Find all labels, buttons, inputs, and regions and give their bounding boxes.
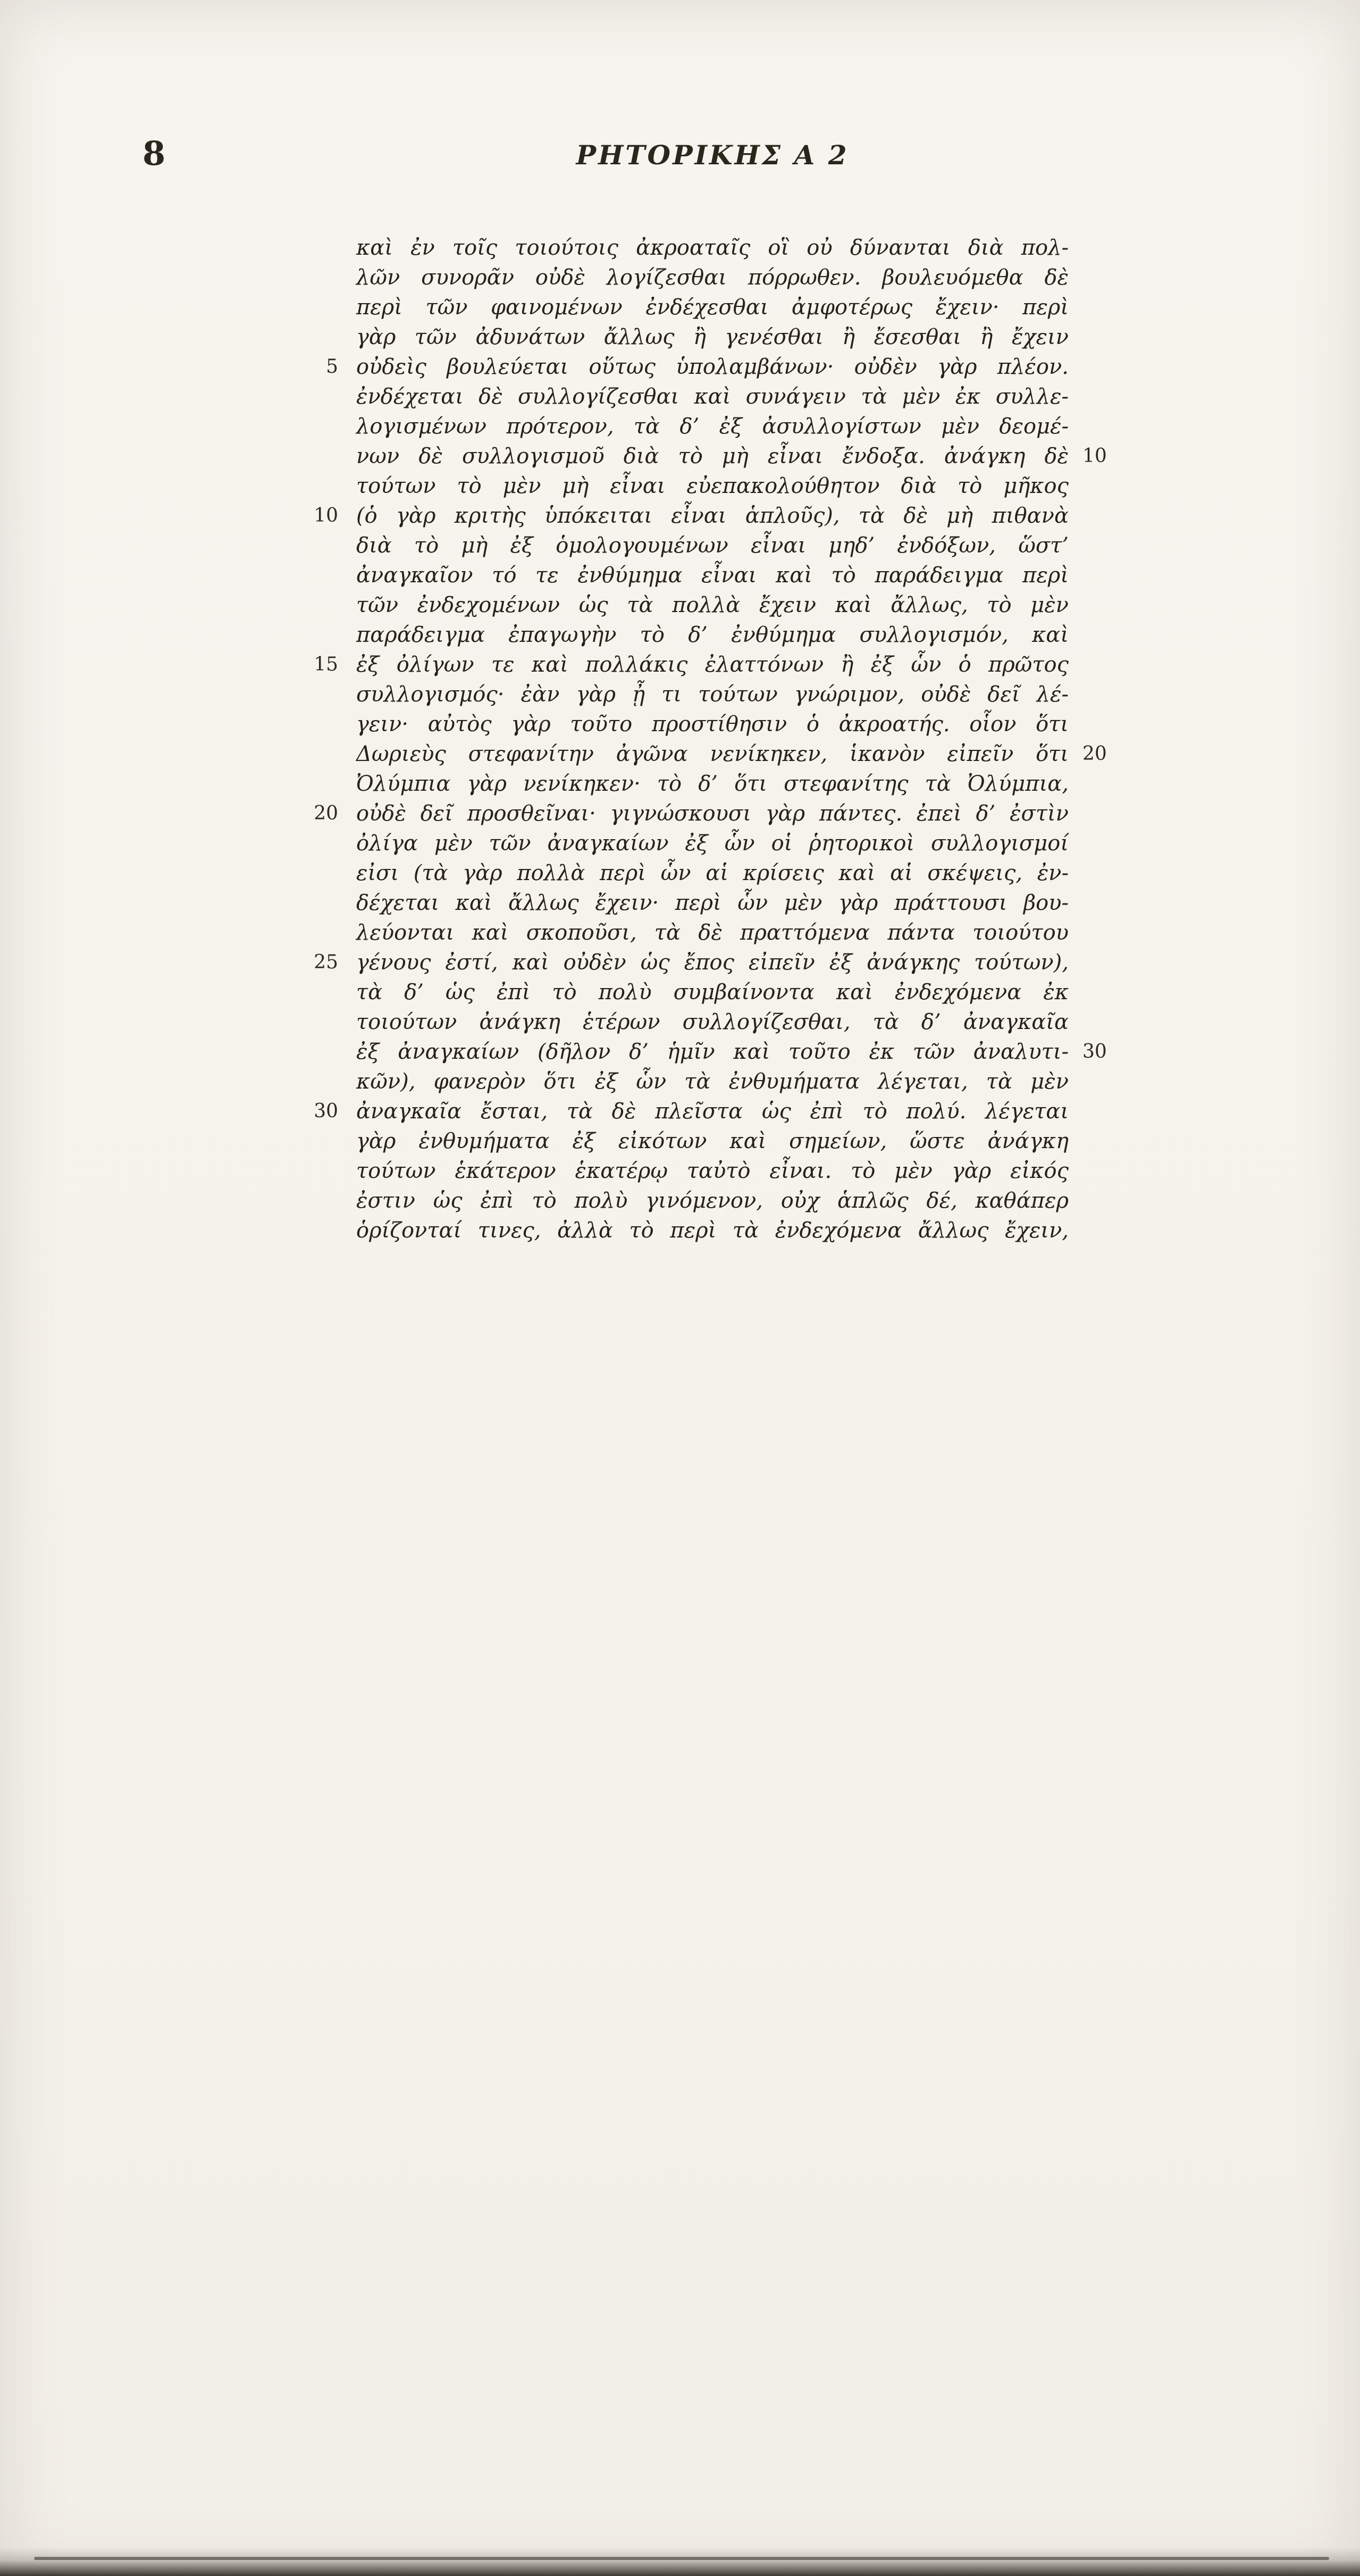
line-text: δέχεται καὶ ἄλλως ἔχειν· περὶ ὧν μὲν γὰρ πράττουσι βου- bbox=[356, 891, 1069, 915]
line-text: ἀναγκαῖον τό τε ἐνθύμημα εἶναι καὶ τὸ παράδειγμα περὶ bbox=[356, 563, 1069, 588]
text-line bbox=[356, 382, 1069, 412]
right-line-number: 20 bbox=[1082, 743, 1107, 765]
line-text: Δωριεὺς στεφανίτην ἀγῶνα νενίκηκεν, ἱκανὸν εἰπεῖν ὅτι bbox=[356, 742, 1069, 766]
line-text: λῶν συνορᾶν οὐδὲ λογίζεσθαι πόρρωθεν. βουλευόμεθα δὲ bbox=[356, 265, 1069, 290]
line-text: ἀναγκαῖα ἔσται, τὰ δὲ πλεῖστα ὡς ἐπὶ τὸ πολύ. λέγεται bbox=[356, 1099, 1069, 1124]
right-line-number: 10 bbox=[1082, 445, 1107, 467]
line-text: τῶν ἐνδεχομένων ὡς τὰ πολλὰ ἔχειν καὶ ἄλλως, τὸ μὲν bbox=[356, 593, 1069, 617]
text-line bbox=[314, 1097, 1069, 1126]
text-line bbox=[356, 1186, 1069, 1216]
text-line bbox=[314, 948, 1069, 977]
text-line bbox=[356, 1126, 1069, 1156]
line-text: γένους ἐστί, καὶ οὐδὲν ὡς ἔπος εἰπεῖν ἐξ ἀνάγκης τούτων), bbox=[356, 950, 1069, 975]
text-line bbox=[356, 709, 1069, 739]
text-line bbox=[356, 441, 1107, 471]
text-line bbox=[356, 1216, 1069, 1245]
text-line bbox=[356, 322, 1069, 352]
line-text: ἐστιν ὡς ἐπὶ τὸ πολὺ γινόμενον, οὐχ ἁπλῶς δέ, καθάπερ bbox=[356, 1189, 1069, 1213]
left-line-number: 5 bbox=[326, 356, 338, 378]
text-line bbox=[356, 829, 1069, 858]
text-line bbox=[314, 799, 1069, 829]
page-number: 8 bbox=[142, 134, 166, 173]
text-line bbox=[356, 263, 1069, 292]
text-line bbox=[356, 1007, 1069, 1037]
left-line-number: 15 bbox=[314, 654, 338, 675]
line-text: λεύονται καὶ σκοποῦσι, τὰ δὲ πραττόμενα πάντα τοιούτου bbox=[356, 921, 1069, 945]
text-line bbox=[356, 977, 1069, 1007]
text-line bbox=[356, 471, 1069, 501]
line-text: διὰ τὸ μὴ ἐξ ὁμολογουμένων εἶναι μηδ’ ἐνδόξων, ὥστ’ bbox=[356, 533, 1069, 558]
line-text: ἐξ ὀλίγων τε καὶ πολλάκις ἐλαττόνων ἢ ἐξ ὧν ὁ πρῶτος bbox=[356, 653, 1069, 677]
line-text: κῶν), φανερὸν ὅτι ἐξ ὧν τὰ ἐνθυμήματα λέγεται, τὰ μὲν bbox=[356, 1069, 1069, 1094]
text-line bbox=[356, 680, 1069, 709]
text-block bbox=[314, 233, 1107, 1245]
text-line bbox=[356, 590, 1069, 620]
line-text: λογισμένων πρότερον, τὰ δ’ ἐξ ἀσυλλογίστων μὲν δεομέ- bbox=[356, 414, 1069, 439]
left-line-number: 10 bbox=[314, 505, 338, 526]
text-line bbox=[356, 620, 1069, 650]
line-text: περὶ τῶν φαινομένων ἐνδέχεσθαι ἀμφοτέρως ἔχειν· περὶ bbox=[356, 295, 1069, 320]
text-line bbox=[356, 292, 1069, 322]
scan-bottom-edge-shadow bbox=[0, 2547, 1360, 2576]
text-line bbox=[356, 233, 1069, 263]
text-line bbox=[356, 918, 1069, 948]
text-line bbox=[314, 501, 1069, 531]
text-line bbox=[356, 412, 1069, 441]
text-line bbox=[356, 769, 1069, 799]
text-line bbox=[314, 650, 1069, 680]
line-text: ὀλίγα μὲν τῶν ἀναγκαίων ἐξ ὧν οἱ ῥητορικοὶ συλλογισμοί bbox=[356, 831, 1069, 856]
line-text: καὶ ἐν τοῖς τοιούτοις ἀκροαταῖς οἳ οὐ δύνανται διὰ πολ- bbox=[356, 236, 1069, 260]
line-text: οὐδὲ δεῖ προσθεῖναι· γιγνώσκουσι γὰρ πάντες. ἐπεὶ δ’ ἐστὶν bbox=[356, 801, 1069, 826]
line-text: παράδειγμα ἐπαγωγὴν τὸ δ’ ἐνθύμημα συλλογισμόν, καὶ bbox=[356, 623, 1069, 647]
line-text: οὐδεὶς βουλεύεται οὕτως ὑπολαμβάνων· οὐδὲν γὰρ πλέον. bbox=[356, 355, 1069, 379]
line-text: συλλογισμός· ἐὰν γὰρ ᾖ τι τούτων γνώριμον, οὐδὲ δεῖ λέ- bbox=[356, 682, 1069, 707]
line-text: τοιούτων ἀνάγκη ἑτέρων συλλογίζεσθαι, τὰ δ’ ἀναγκαῖα bbox=[356, 1010, 1069, 1034]
text-line bbox=[356, 561, 1069, 590]
line-text: τούτων τὸ μὲν μὴ εἶναι εὐεπακολούθητον διὰ τὸ μῆκος bbox=[356, 474, 1069, 498]
left-line-number: 30 bbox=[314, 1100, 338, 1122]
line-text: Ὀλύμπια γὰρ νενίκηκεν· τὸ δ’ ὅτι στεφανίτης τὰ Ὀλύμπια, bbox=[356, 772, 1069, 796]
left-line-number: 20 bbox=[314, 802, 338, 824]
scan-bottom-edge-line bbox=[34, 2557, 1329, 2560]
text-line bbox=[356, 858, 1069, 888]
text-line bbox=[326, 352, 1069, 382]
line-text: εἰσι (τὰ γὰρ πολλὰ περὶ ὧν αἱ κρίσεις καὶ αἱ σκέψεις, ἐν- bbox=[356, 861, 1069, 885]
line-text: γὰρ τῶν ἀδυνάτων ἄλλως ἢ γενέσθαι ἢ ἔσεσθαι ἢ ἔχειν bbox=[356, 325, 1069, 349]
line-text: γειν· αὐτὸς γὰρ τοῦτο προστίθησιν ὁ ἀκροατής. οἷον ὅτι bbox=[356, 712, 1069, 737]
left-line-number: 25 bbox=[314, 951, 338, 973]
text-line bbox=[356, 739, 1107, 769]
line-text: (ὁ γὰρ κριτὴς ὑπόκειται εἶναι ἁπλοῦς), τὰ δὲ μὴ πιθανὰ bbox=[356, 504, 1069, 528]
line-text: ὁρίζονταί τινες, ἀλλὰ τὸ περὶ τὰ ἐνδεχόμενα ἄλλως ἔχειν, bbox=[356, 1218, 1069, 1243]
text-line bbox=[356, 531, 1069, 561]
line-text: νων δὲ συλλογισμοῦ διὰ τὸ μὴ εἶναι ἔνδοξα. ἀνάγκη δὲ bbox=[356, 444, 1069, 469]
text-line bbox=[356, 1156, 1069, 1186]
line-text: τούτων ἑκάτερον ἑκατέρῳ ταὐτὸ εἶναι. τὸ μὲν γὰρ εἰκός bbox=[356, 1159, 1069, 1183]
text-line bbox=[356, 888, 1069, 918]
running-header: ΡΗΤΟΡΙΚΗΣ Α 2 bbox=[576, 139, 849, 171]
text-line bbox=[356, 1037, 1107, 1067]
line-text: ἐξ ἀναγκαίων (δῆλον δ’ ἡμῖν καὶ τοῦτο ἐκ τῶν ἀναλυτι- bbox=[356, 1040, 1069, 1064]
line-text: γὰρ ἐνθυμήματα ἐξ εἰκότων καὶ σημείων, ὥστε ἀνάγκη bbox=[356, 1129, 1069, 1153]
line-text: τὰ δ’ ὡς ἐπὶ τὸ πολὺ συμβαίνοντα καὶ ἐνδεχόμενα ἐκ bbox=[356, 980, 1069, 1005]
text-line bbox=[356, 1067, 1069, 1097]
line-text: ἐνδέχεται δὲ συλλογίζεσθαι καὶ συνάγειν τὰ μὲν ἐκ συλλε- bbox=[356, 384, 1069, 409]
right-line-number: 30 bbox=[1082, 1041, 1107, 1063]
